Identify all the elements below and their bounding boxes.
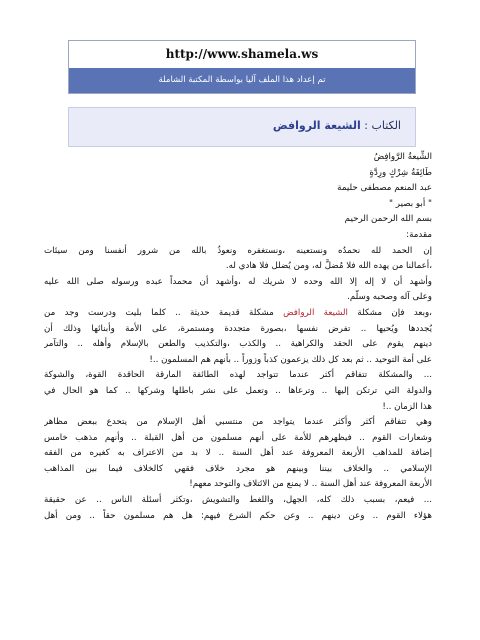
body-line [44, 384, 432, 400]
book-title-name: الشيعة الروافض [272, 119, 361, 132]
body-line-text: والدولة التي ترتكن إليها .. وترعاها .. وتعمل على نشر باطلها وشركها .. كما هو الحال في [44, 385, 432, 396]
body-line [44, 477, 432, 493]
highlighted-term: الشيعة الروافض [283, 307, 348, 318]
body-line-text: الشِّيعةُ الرَّوافِضُ [373, 152, 432, 162]
body-line-text: " أبو بصير " [389, 198, 432, 209]
body-line-text: الإسلامي .. والخلاف بيننا وبينهم هو مجرد خلاف فقهي كالخلاف فيما بين المذاهب [44, 463, 432, 474]
site-banner [68, 40, 416, 94]
body-line [44, 462, 432, 478]
book-title [273, 119, 401, 132]
body-line [44, 275, 432, 291]
body-line [44, 493, 432, 509]
body-line-text: ،أعمالنا من يهده الله فلا مُضلَّ له، ومن يُضلل فلا هادي له. [225, 261, 432, 272]
body-line-text: الأربعة المعروفة عند أهل السنة .. لا يمنع من الائتلاف والتوحد معهم! [189, 479, 432, 490]
document-body [44, 150, 432, 524]
body-line-text: ،وبعد فإن مشكلة [347, 307, 432, 318]
body-line-text: ... فيعم، بسبب ذلك كله، الجهل، واللغط والتشويش ،وتكثر أسئلة الناس .. عن حقيقة [44, 495, 432, 506]
body-line-text: وعلى آله وصحبه وسلَّم. [347, 292, 432, 303]
body-line [44, 181, 432, 197]
body-line-text: مشكلة قديمة حديثة .. كلما بليت ودرست وجد من [44, 307, 284, 318]
body-line [44, 244, 432, 260]
body-line [44, 322, 432, 338]
body-line-text: عبد المنعم مصطفى حليمة [337, 183, 432, 194]
body-line [44, 290, 432, 306]
body-line [44, 368, 432, 384]
body-line-text: ... والمشكلة تتفاقم أكثر عندما تتواجد لهذه الطائفة المارقة الحاقدة القوة، والشوكة [44, 370, 432, 381]
body-line [44, 212, 432, 228]
body-line-text: بسم الله الرحمن الرحيم [344, 214, 432, 225]
body-line [44, 259, 432, 275]
body-line [44, 509, 432, 525]
body-line [44, 150, 432, 166]
body-line-text: وهي تتفاقم أكثر وأكثر عندما يتواجد من منتسبي أهل الإسلام من يتحدع ببعض مظاهر [44, 417, 432, 428]
body-line [44, 166, 432, 182]
body-line [44, 353, 432, 369]
body-line-text: على أمة التوحيد .. ثم بعد كل ذلك يزعمون كذباً وزوراً .. بأنهم هم المسلمون ..! [149, 354, 432, 365]
book-title-box [68, 107, 416, 147]
book-title-label: الكتاب : [364, 119, 401, 132]
body-line [44, 337, 432, 353]
body-line-text: وشعارات القوم .. فيظهرهم للأمة على أنهم مسلمون من أهل القبلة .. وأنهم مذهب خامس [44, 432, 432, 443]
body-line [44, 415, 432, 431]
body-line-text: إن الحمد لله نحمدُه ونستعينه ،ونستغفره ونعوذُ بالله من شرور أنفسنا ومن سيئات [44, 245, 432, 256]
body-line [44, 306, 432, 322]
body-line-text: مقدمة: [406, 229, 432, 240]
body-line-text: طَائِفَةُ شِرْكٍ ورِدَّةٍ [369, 167, 432, 178]
body-line-text: هؤلاء القوم .. وعن دينهم .. وعن حكم الشرع فيهم: هل هم مسلمون حقاً .. ومن أهل [44, 510, 432, 521]
body-line [44, 431, 432, 447]
body-line-text: إضافة للمذاهب الأربعة المعروفة عند أهل السنة .. لا بد من الاعتراف به كغيره من الفقه [44, 448, 432, 459]
body-line-text: وأشهد أن لا إله إلا الله وحده لا شريك له ،وأشهد أن محمداً عبده ورسوله صلى الله عليه [44, 276, 432, 287]
body-line-text: يُجددها ويُحيها .. تفرض نفسها ،بصورة متجددة ومستمرة، على الأمة وأبنائها وذلك أن [44, 323, 432, 334]
body-line [44, 446, 432, 462]
banner-subtitle: تم إعداد هذا الملف آليا بواسطة المكتبة الشاملة [69, 68, 415, 93]
body-line [44, 400, 432, 416]
body-line [44, 228, 432, 244]
body-line-text: هذا الزمان ..! [382, 401, 432, 412]
body-line [44, 197, 432, 213]
site-url[interactable]: http://www.shamela.ws [69, 41, 415, 68]
body-line-text: دينهم يقوم على الحقد والكراهية .. والكذب ،والتكذيب والطعن بالإسلام وأهله .. والتآمر [44, 339, 432, 350]
